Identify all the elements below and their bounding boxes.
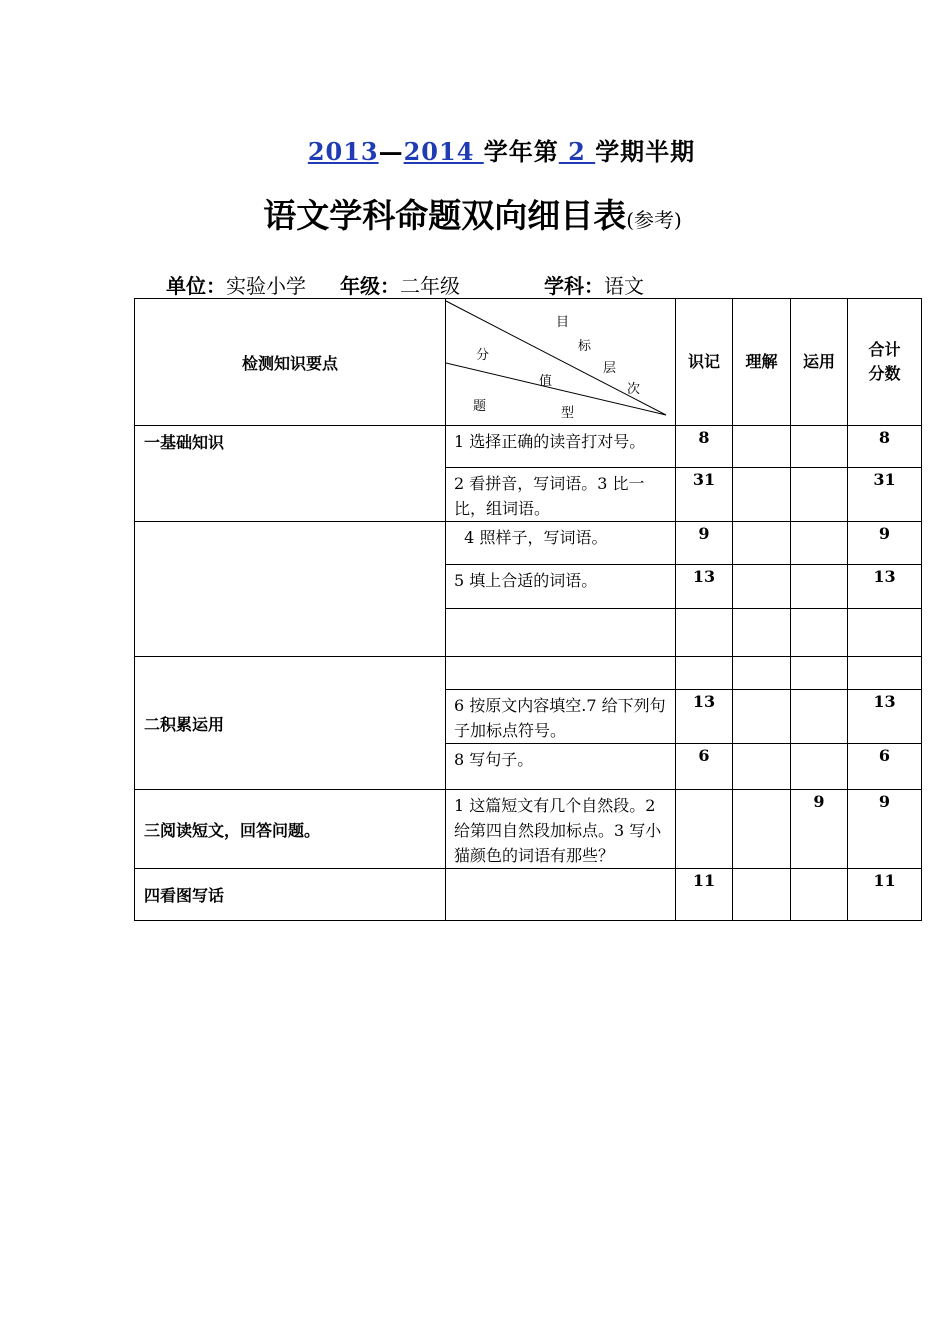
table-row [135,869,922,921]
reference-note: (参考) [626,208,682,232]
year-end: 2014 [403,137,484,166]
q6-total-score: 13 [848,690,922,744]
reading-apply-score: 9 [791,790,848,869]
q5-total-score: 13 [848,565,922,609]
question-4: 4 照样子，写词语。 [446,522,676,565]
semester-number: 2 [558,137,596,166]
question-5: 5 填上合适的词语。 [446,565,676,609]
reading-total-score: 9 [848,790,922,869]
question-6-7: 6 按原文内容填空.7 给下列句子加标点符号。 [446,690,676,744]
term-title [0,132,950,167]
section-basic-knowledge-cont [135,522,446,657]
header-diagonal-cell [446,299,676,426]
question-2-3: 2 看拼音，写词语。3 比一比，组词语。 [446,468,676,522]
writing-recall-score: 11 [676,869,733,921]
q5-recall-score: 13 [676,565,733,609]
diag-char-biao: 标 [578,339,592,354]
subject-label: 学科： [544,274,604,298]
section-picture-writing: 四看图写话 [135,869,446,921]
header-knowledge-points: 检测知识要点 [135,299,446,426]
diag-char-mu: 目 [556,315,570,330]
diag-char-ci: 次 [627,382,641,397]
spec-table [134,298,922,921]
diag-char-ceng: 层 [603,361,617,376]
question-reading: 1 这篇短文有几个自然段。2 给第四自然段加标点。3 写小猫颜色的词语有那些？ [446,790,676,869]
q4-total-score: 9 [848,522,922,565]
diag-char-xing: 型 [561,406,575,421]
main-title: 语文学科命题双向细目表 [263,196,627,235]
table-row [135,657,922,690]
q2-total-score: 31 [848,468,922,522]
document-title [0,190,945,237]
q2-recall-score: 31 [676,468,733,522]
writing-total-score: 11 [848,869,922,921]
unit-value: 实验小学 [226,274,306,298]
question-1: 1 选择正确的读音打对号。 [446,426,676,468]
diag-char-ti: 题 [473,399,487,414]
year-start: 2013 [307,137,379,166]
header-recall: 识记 [676,299,733,426]
section-basic-knowledge: 一基础知识 [135,426,446,522]
question-8: 8 写句子。 [446,744,676,790]
header-apply: 运用 [791,299,848,426]
grade-label: 年级： [340,274,400,298]
year-dash: — [378,137,404,166]
table-row [135,522,922,565]
header-row [135,299,922,426]
diag-char-zhi: 值 [539,374,553,389]
header-total [848,299,922,426]
diag-char-fen: 分 [476,348,490,363]
term-text-b: 学期半期 [595,137,696,166]
header-total-line2: 分数 [868,364,901,383]
q8-recall-score: 6 [676,744,733,790]
table-row [135,426,922,468]
q1-total-score: 8 [848,426,922,468]
section-accumulation-use: 二积累运用 [135,657,446,790]
term-text-a: 学年第 [483,137,559,166]
q4-recall-score: 9 [676,522,733,565]
q1-recall-score: 8 [676,426,733,468]
q8-total-score: 6 [848,744,922,790]
subject-value: 语文 [604,274,644,298]
header-understand: 理解 [733,299,791,426]
info-line [166,270,644,299]
grade-value: 二年级 [400,274,460,298]
section-reading: 三阅读短文，回答问题。 [135,790,446,869]
table-row [135,790,922,869]
header-total-line1: 合计 [868,340,901,359]
unit-label: 单位： [166,274,226,298]
q6-recall-score: 13 [676,690,733,744]
